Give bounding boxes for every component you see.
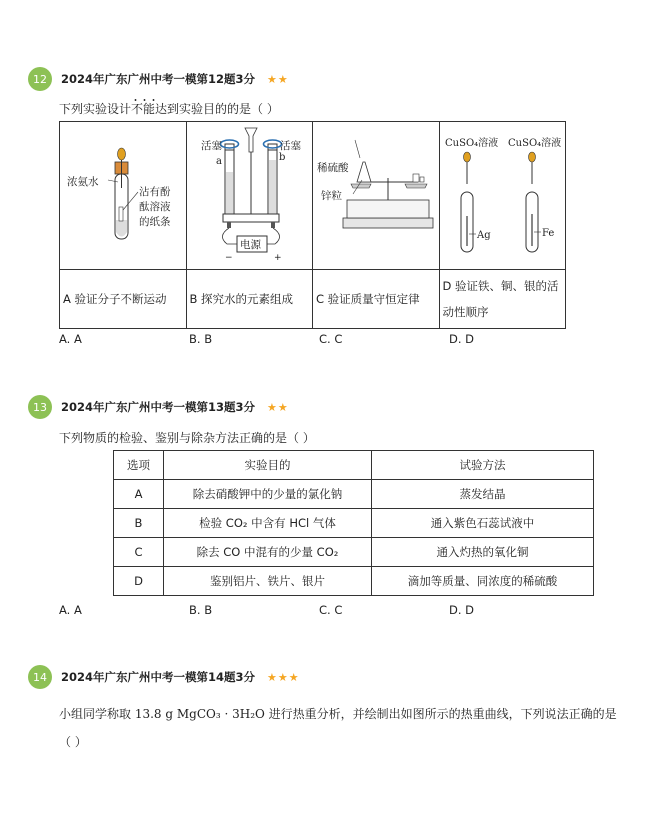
question-number-badge: 14	[28, 665, 52, 689]
header-method: 试验方法	[372, 451, 594, 480]
figure-a-test-tube	[60, 122, 181, 265]
choice-c[interactable]: C. C	[319, 603, 343, 617]
label-paper-2: 酞溶液	[139, 201, 171, 213]
q14-header	[28, 665, 300, 689]
question-source: 2024年广东广州中考一模第12题3分	[61, 72, 256, 86]
label-cuso4-left: CuSO₄溶液	[444, 138, 498, 149]
label-power: 电源	[239, 239, 261, 251]
table-row: B 检验 CO₂ 中含有 HCl 气体 通入紫色石蕊试液中	[114, 509, 594, 538]
label-ammonia: 浓氨水	[67, 176, 99, 188]
table-row: D 鉴别铝片、铁片、银片 滴加等质量、同浓度的稀硫酸	[114, 567, 594, 596]
emphasis-dotted: 不能	[131, 102, 156, 116]
label-plus: +	[273, 253, 282, 263]
figure-b-cell	[186, 122, 313, 270]
q13-stem: 下列物质的检验、鉴别与除杂方法正确的是（ ）	[59, 431, 315, 445]
label-ag: Ag	[476, 230, 491, 241]
choice-d[interactable]: D. D	[449, 332, 475, 346]
label-b: b	[278, 152, 285, 163]
choice-a[interactable]: A. A	[59, 332, 82, 346]
label-minus: −	[224, 253, 233, 263]
option-c-label: C 验证质量守恒定律	[313, 270, 440, 329]
q13-header	[28, 395, 289, 419]
experiment-table	[59, 121, 566, 329]
question-number-badge: 12	[28, 67, 52, 91]
choice-b[interactable]: B. B	[189, 603, 213, 617]
formula: 13.8 g MgCO₃ · 3H₂O	[134, 707, 265, 721]
figure-d-cell	[439, 122, 566, 270]
label-paper-1: 沾有酚	[139, 186, 171, 198]
figure-a-cell	[60, 122, 187, 270]
header-purpose: 实验目的	[164, 451, 372, 480]
question-source: 2024年广东广州中考一模第14题3分	[61, 670, 256, 684]
table-row: C 除去 CO 中混有的少量 CO₂ 通入灼热的氧化铜	[114, 538, 594, 567]
table-row: A 除去硝酸钾中的少量的氯化钠 蒸发结晶	[114, 480, 594, 509]
choice-a[interactable]: A. A	[59, 603, 82, 617]
choice-c[interactable]: C. C	[319, 332, 343, 346]
label-valve-right: 活塞	[279, 140, 301, 152]
option-d-label: D 验证铁、铜、银的活动性顺序	[439, 270, 566, 329]
option-a-label: A 验证分子不断运动	[60, 270, 187, 329]
q14-stem: 小组同学称取 13.8 g MgCO₃ · 3H₂O 进行热重分析，并绘制出如图所示的热重曲线，下列说法正确的是（ ）	[59, 707, 617, 749]
label-valve-left: 活塞	[200, 140, 222, 152]
figure-c-cell	[313, 122, 440, 270]
q13-choices	[59, 603, 579, 617]
figure-b-electrolysis	[187, 122, 315, 265]
figure-d-metal-test	[440, 122, 569, 265]
q12-stem: 下列实验设计不能达到实验目的的是（ ）	[59, 102, 279, 116]
table-header-row	[114, 451, 594, 480]
label-fe: Fe	[541, 228, 554, 239]
q12-header	[28, 67, 289, 91]
choice-b[interactable]: B. B	[189, 332, 213, 346]
label-acid: 稀硫酸	[317, 162, 349, 174]
q12-choices	[59, 332, 579, 346]
question-source: 2024年广东广州中考一模第13题3分	[61, 400, 256, 414]
choice-d[interactable]: D. D	[449, 603, 475, 617]
label-paper-3: 的纸条	[139, 216, 171, 228]
header-option: 选项	[114, 451, 164, 480]
figure-c-balance	[313, 122, 438, 265]
label-cuso4-right: CuSO₄溶液	[507, 138, 561, 149]
difficulty-stars: ★★	[267, 400, 289, 414]
option-b-label: B 探究水的元素组成	[186, 270, 313, 329]
label-zinc: 锌粒	[321, 190, 342, 202]
method-table	[113, 450, 594, 596]
difficulty-stars: ★★★	[267, 670, 300, 684]
label-a: a	[215, 156, 222, 167]
difficulty-stars: ★★	[267, 72, 289, 86]
question-number-badge: 13	[28, 395, 52, 419]
